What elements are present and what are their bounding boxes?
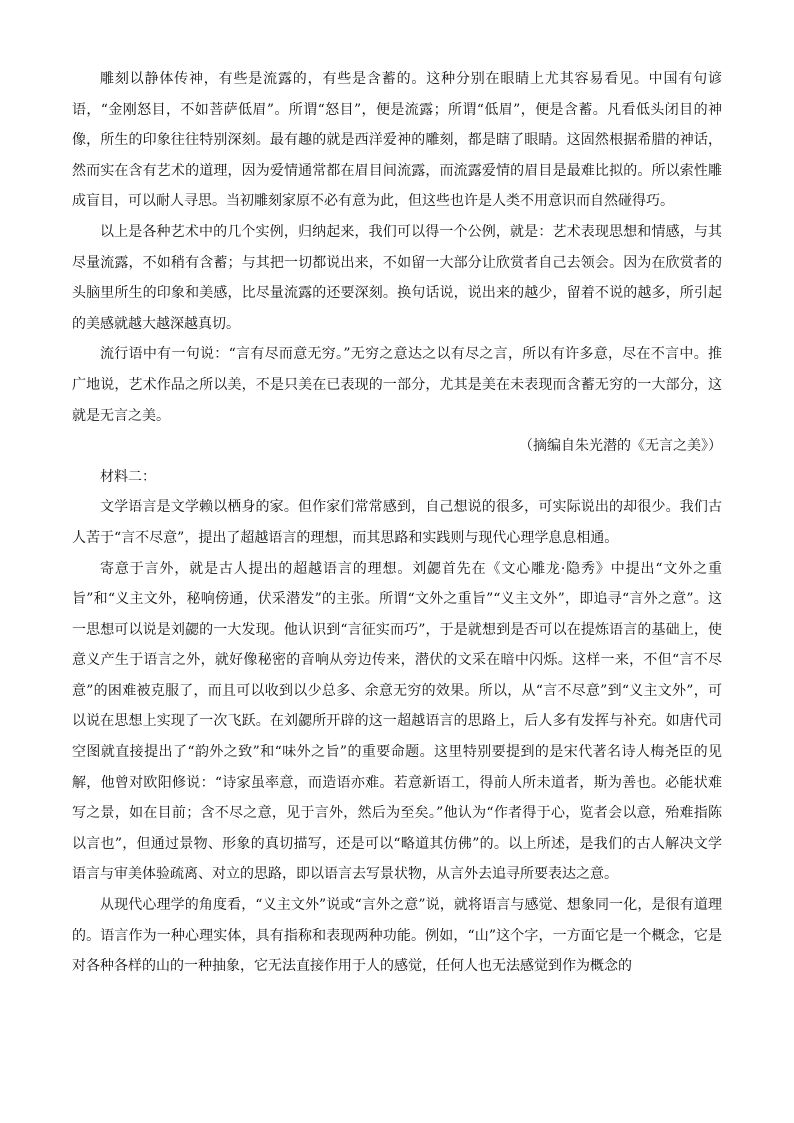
paragraph-literary-language: 文学语言是文学赖以栖身的家。但作家们常常感到，自己想说的很多，可实际说出的却很少。我们古人苦于“言不尽意”，提出了超越语言的理想，而其思路和实践则与现代心理学息息相通。 <box>72 499 722 546</box>
document-page <box>72 64 722 982</box>
paragraph-modern-psychology: 从现代心理学的角度看，“义主文外”说或“言外之意”说，就将语言与感觉、想象同一化，是很有道理的。语言作为一种心理实体，具有指称和表现两种功能。例如，“山”这个字，一方面它是一个概念，它是对各种各样的山的一种抽象，它无法直接作用于人的感觉，任何人也无法感觉到作为概念的 <box>72 897 722 975</box>
material-two-label: 材料二： <box>100 468 156 485</box>
paragraph-beauty-of-silence: 流行语中有一句说：“言有尽而意无穷。”无穷之意达之以有尽之言，所以有许多意，尽在不言中。推广地说，艺术作品之所以美，不是只美在已表现的一部分，尤其是美在未表现而含蓄无穷的一大部分，这就是无言之美。 <box>72 346 722 424</box>
paragraph-general-rule: 以上是各种艺术中的几个实例，归纳起来，我们可以得一个公例，就是：艺术表现思想和情感，与其尽量流露，不如稍有含蓄；与其把一切都说出来，不如留一大部分让欣赏者自己去领会。因为在欣赏者的头脑里所生的印象和美感，比尽量流露的还要深刻。换句话说，说出来的越少，留着不说的越多，所引起的美感就越大越深越真切。 <box>72 223 722 332</box>
source-citation: （摘编自朱光潜的《无言之美》） <box>519 438 722 455</box>
paragraph-sculpture: 雕刻以静体传神，有些是流露的，有些是含蓄的。这种分别在眼睛上尤其容易看见。中国有句谚语，“金刚怒目，不如菩萨低眉”。所谓“怒目”，便是流露；所谓“低眉”，便是含蓄。凡看低头闭目的神像，所生的印象往往特别深刻。最有趣的就是西洋爱神的雕刻，都是瞎了眼睛。这固然根据希腊的神话，然而实在含有艺术的道理，因为爱情通常都在眉目间流露，而流露爱情的眉目是最难比拟的。所以索性雕成盲目，可以耐人寻思。当初雕刻家原不必有意为此，但这些也许是人类不用意识而自然碰得巧。 <box>72 71 722 210</box>
paragraph-meaning-beyond-words: 寄意于言外，就是古人提出的超越语言的理想。刘勰首先在《文心雕龙·隐秀》中提出“文外之重旨”和“义主文外，秘响傍通，伏采潜发”的主张。所谓“文外之重旨”“义主文外”，即追寻“言外之意”。这一思想可以说是刘勰的一大发现。他认识到“言征实而巧”，于是就想到是否可以在提炼语言的基础上，使意义产生于语言之外，就好像秘密的音响从旁边传来，潜伏的文采在暗中闪烁。这样一来，不但“言不尽意”的困难被克服了，而且可以收到以少总多、余意无穷的效果。所以，从“言不尽意”到“义主文外”，可以说在思想上实现了一次飞跃。在刘勰所开辟的这一超越语言的思路上，后人多有发挥与补充。如唐代司空图就直接提出了“韵外之致”和“味外之旨”的重要命题。这里特别要提到的是宋代著名诗人梅尧臣的见解，他曾对欧阳修说：“诗家虽率意，而造语亦难。若意新语工，得前人所未道者，斯为善也。必能状难写之景，如在目前；含不尽之意，见于言外，然后为至矣。”他认为“作者得于心，览者会以意，殆难指陈以言也”，但通过景物、形象的真切描写，还是可以“略道其仿佛”的。以上所述，是我们的古人解决文学语言与审美体验疏离、对立的思路，即以语言去写景状物，从言外去追寻所要表达之意。 <box>72 560 722 883</box>
